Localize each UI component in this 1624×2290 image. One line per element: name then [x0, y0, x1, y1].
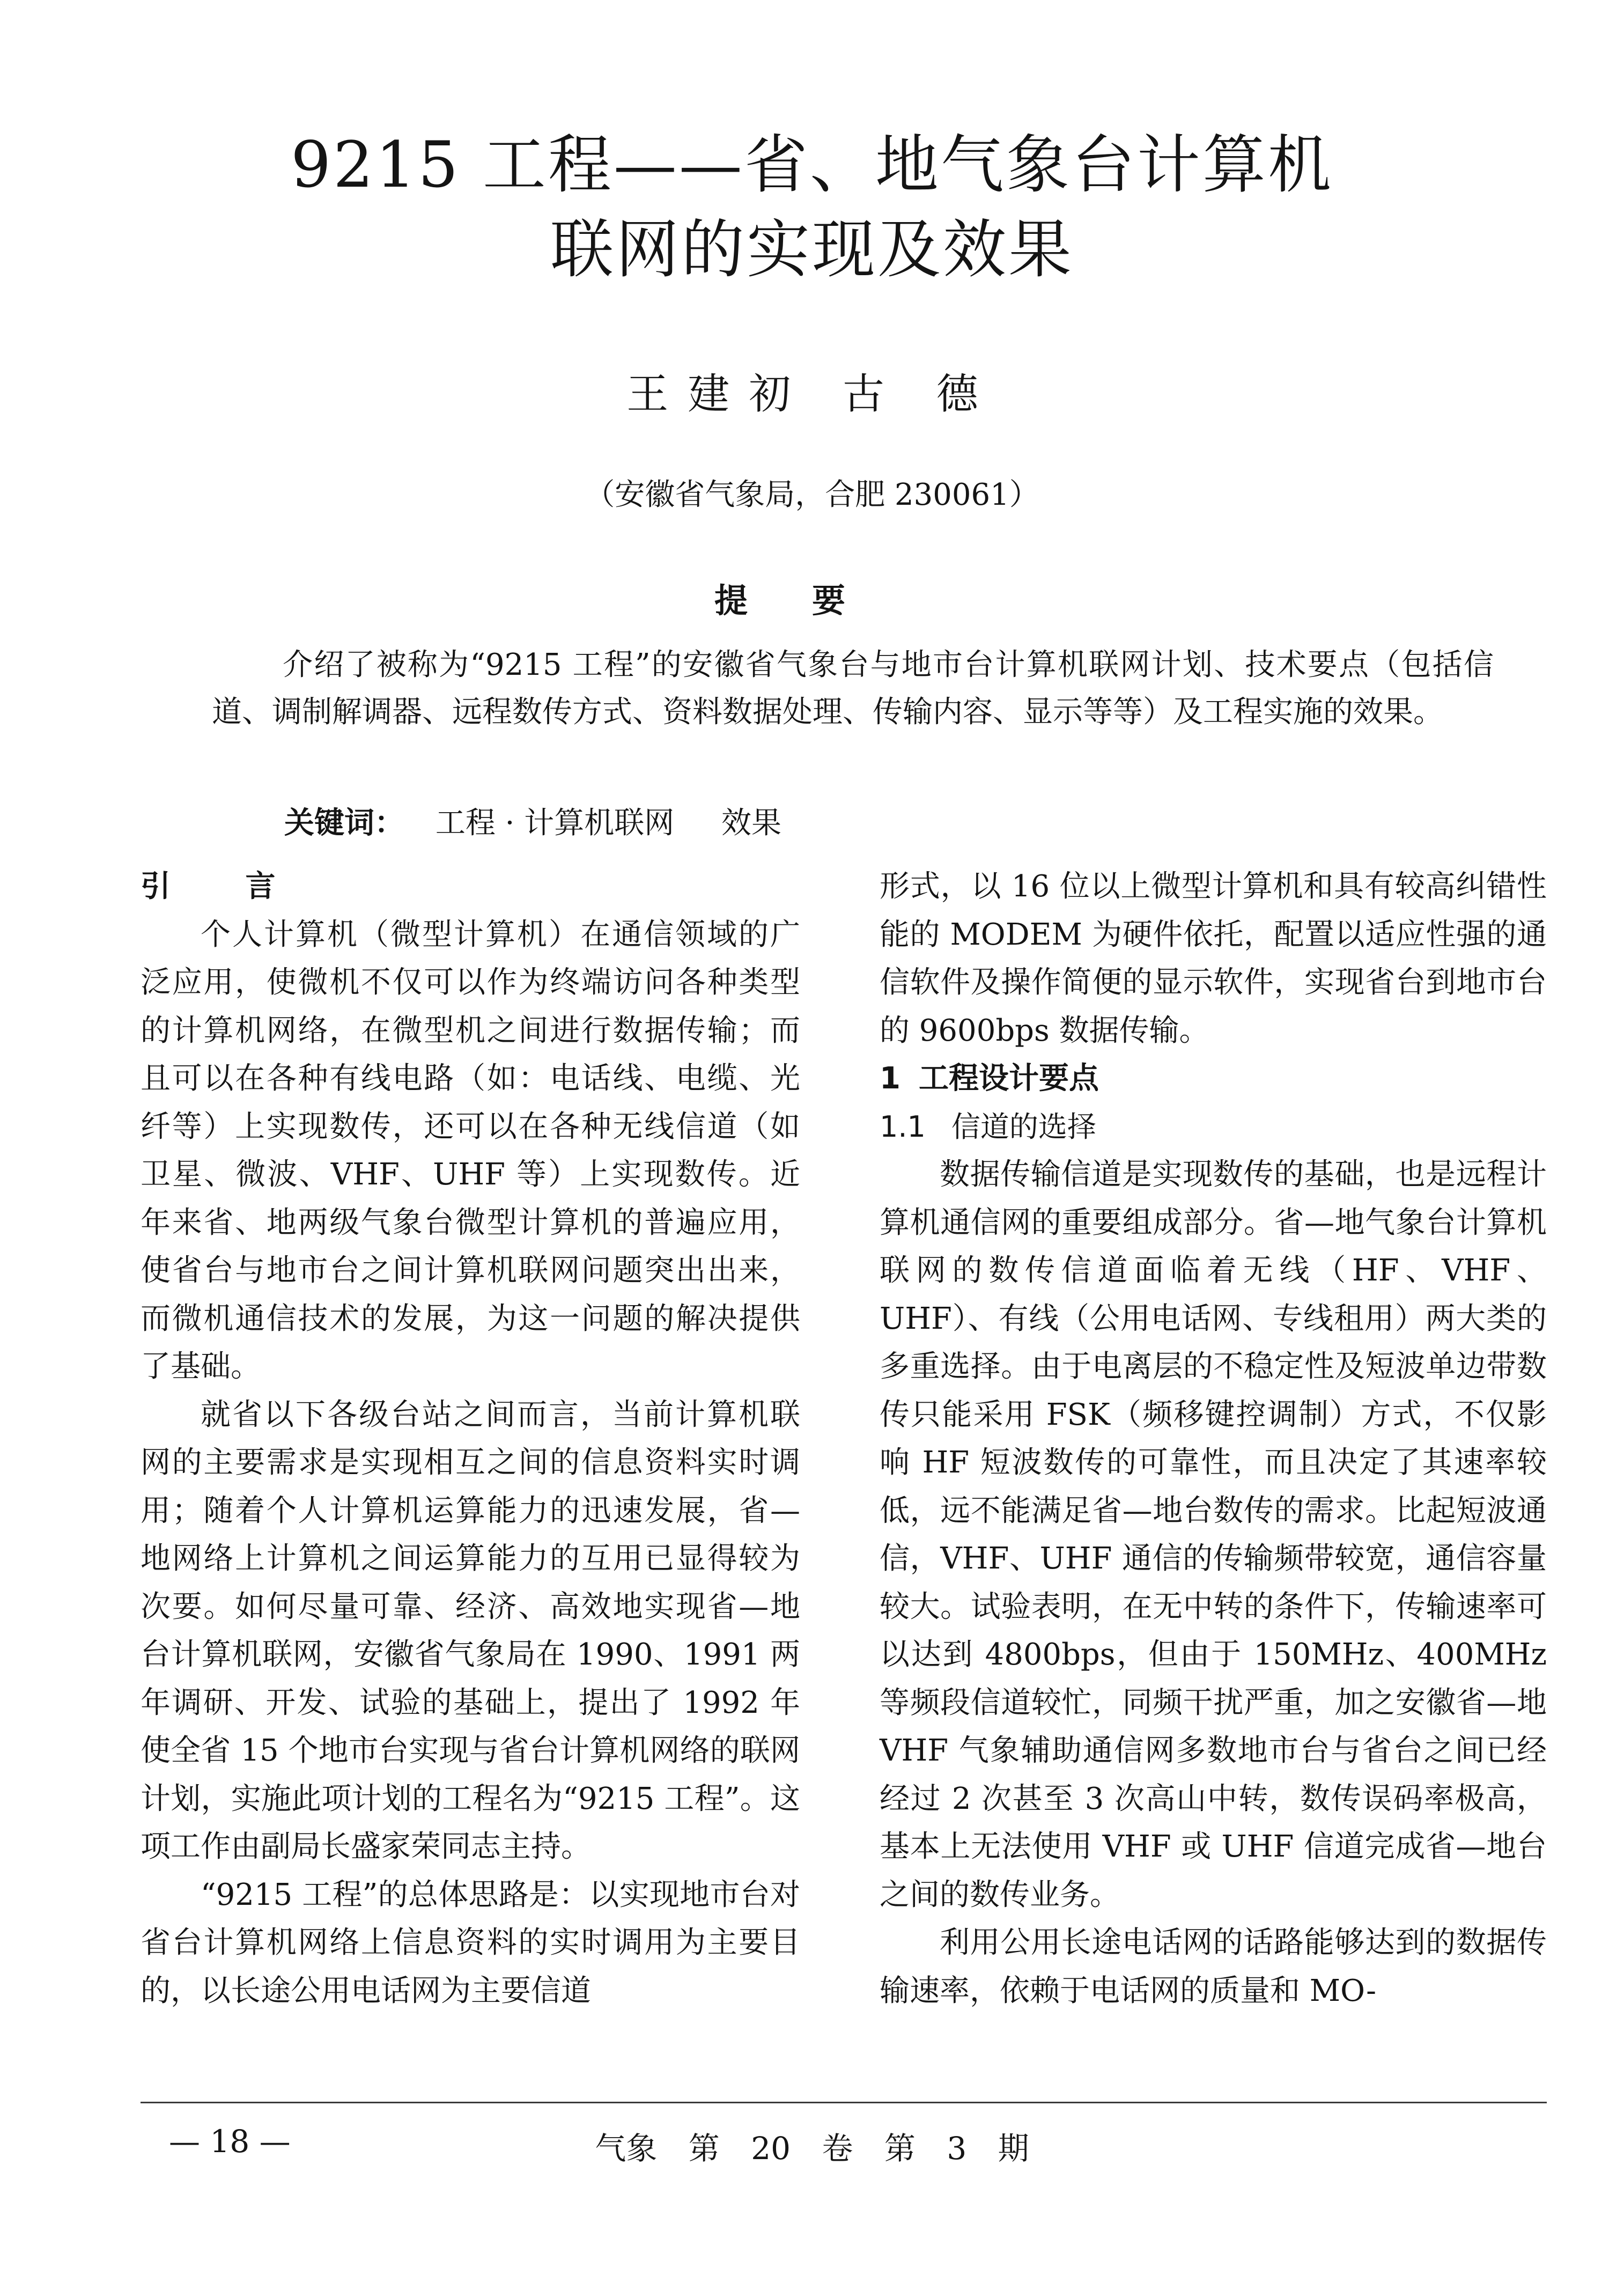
left-column — [141, 863, 800, 2015]
abstract — [212, 642, 1494, 736]
subsection-heading-1-1 — [880, 1103, 1547, 1151]
abstract-heading: 提要 — [714, 581, 910, 620]
journal-info: 气象 第 20 卷 第 3 期 — [595, 2130, 1029, 2167]
keyword-item: 效果 — [721, 806, 782, 841]
section-number: 1 — [880, 1061, 900, 1096]
right-column — [880, 863, 1547, 2015]
body-paragraph: 就省以下各级台站之间而言，当前计算机联网的主要需求是实现相互之间的信息资料实时调用；随着个人计算机运算能力的迅速发展，省—地网络上计算机之间运算能力的互用已显得较为次要。如何尽量可靠、经济、高效地实现省—地台计算机联网，安徽省气象局在 1990、1991 两年调研、开发、试验的基础上，提出了 1992 年使全省 15 个地市台实现与省台计算机网络的联网计划，实施此项计划的工程名为“9215 工程”。这项工作由副局长盛家荣同志主持。 — [141, 1397, 800, 1864]
article-title-line-2: 联网的实现及效果 — [550, 212, 1074, 286]
body-paragraph: 个人计算机（微型计算机）在通信领域的广泛应用，使微机不仅可以作为终端访问各种类型的计算机网络，在微型机之间进行数据传输；而且可以在各种有线电路（如：电话线、电缆、光纤等）上实现数传，还可以在各种无线信道（如卫星、微波、VHF、UHF 等）上实现数传。近年来省、地两级气象台微型计算机的普遍应用，使省台与地市台之间计算机联网问题突出出来，而微机通信技术的发展，为这一问题的解决提供了基础。 — [141, 917, 800, 1384]
body-paragraph-continued: 形式，以 16 位以上微型计算机和具有较高纠错性能的 MODEM 为硬件依托，配置以适应性强的通信软件及操作简便的显示软件，实现省台到地市台的 9600bps 数据传输。 — [880, 869, 1547, 1048]
section-title: 工程设计要点 — [918, 1061, 1099, 1096]
keyword-item: 工程 · 计算机联网 — [435, 806, 675, 841]
article-title-line-1: 9215 工程——省、地气象台计算机 — [291, 128, 1333, 202]
section-heading-1 — [880, 1055, 1547, 1103]
section-heading-intro: 引 言 — [141, 869, 308, 904]
subsection-title: 信道的选择 — [951, 1109, 1096, 1144]
keywords — [284, 799, 819, 842]
authors: 王建初 古 德 — [626, 370, 998, 418]
body-paragraph: “9215 工程”的总体思路是：以实现地市台对省台计算机网络上信息资料的实时调用为主要目的，以长途公用电话网为主要信道 — [141, 1877, 800, 2008]
affiliation: （安徽省气象局，合肥 230061） — [585, 477, 1039, 512]
footer-divider — [141, 2102, 1547, 2103]
keywords-label: 关键词： — [284, 806, 404, 841]
subsection-number: 1.1 — [880, 1109, 926, 1144]
abstract-text: 介绍了被称为“9215 工程”的安徽省气象台与地市台计算机联网计划、技术要点（包括信道、调制解调器、远程数传方式、资料数据处理、传输内容、显示等等）及工程实施的效果。 — [212, 647, 1494, 730]
body-paragraph: 利用公用长途电话网的话路能够达到的数据传输速率，依赖于电话网的质量和 MO- — [880, 1925, 1547, 2008]
page-number: — 18 — — [169, 2123, 291, 2160]
body-paragraph: 数据传输信道是实现数传的基础，也是远程计算机通信网的重要组成部分。省—地气象台计算机联网的数传信道面临着无线（HF、VHF、UHF）、有线（公用电话网、专线租用）两大类的多重选择。由于电离层的不稳定性及短波单边带数传只能采用 FSK（频移键控调制）方式，不仅影响 HF 短波数传的可靠性，而且决定了其速率较低，远不能满足省—地台数传的需求。比起短波通信，VHF、UHF 通信的传输频带较宽，通信容量较大。试验表明，在无中转的条件下，传输速率可以达到 4800bps，但由于 150MHz、400MHz 等频段信道较忙，同频干扰严重，加之安徽省—地 VHF 气象辅助通信网多数地市台与省台之间已经经过 2 次甚至 3 次高山中转，数传误码率极高，基本上无法使用 VHF 或 UHF 信道完成省—地台之间的数传业务。 — [880, 1157, 1547, 1912]
